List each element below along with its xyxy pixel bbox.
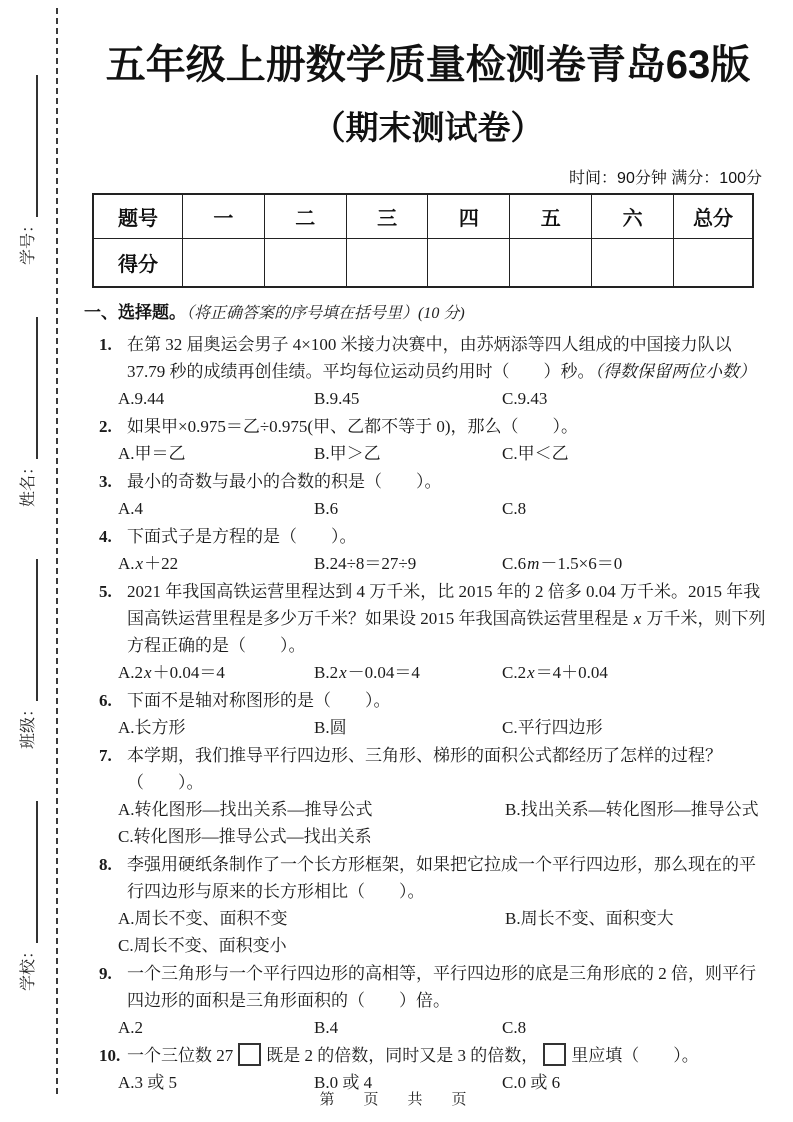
score-col-total: 总分 [674, 194, 754, 239]
score-table-header-row [93, 194, 753, 239]
score-cell [346, 239, 428, 288]
question-options [118, 1014, 772, 1041]
score-cell [428, 239, 510, 288]
exam-paper [84, 0, 772, 1097]
score-cell [264, 239, 346, 288]
math-variable: x [339, 663, 347, 682]
question-number: 8. [99, 855, 112, 874]
class-label: 班级： [19, 701, 37, 750]
question-list [84, 331, 772, 1096]
option-C: C.甲＜乙 [502, 444, 569, 463]
section-title: 一、选择题。 [84, 303, 186, 322]
seal-field-school [15, 801, 38, 991]
question-4 [84, 523, 772, 577]
seal-field-student-number [15, 75, 38, 265]
question-options [118, 495, 772, 522]
option-C: C.9.43 [502, 389, 548, 408]
question-text: 下面不是轴对称图形的是（ ）。 [127, 691, 391, 710]
score-cell [674, 239, 754, 288]
score-cell [510, 239, 592, 288]
time-and-score-info: 时间：90分钟 满分：100分 [569, 170, 762, 187]
question-text: 一个三角形与一个平行四边形的高相等，平行四边形的底是三角形底的 2 倍，则平行四边形的面积是三角形面积的（ ）倍。 [127, 964, 756, 1010]
option-A: A.2x＋0.04＝4 [118, 663, 225, 682]
question-text: 最小的奇数与最小的合数的积是（ ）。 [127, 472, 442, 491]
question-text: 如果甲×0.975＝乙÷0.975(甲、乙都不等于 0)，那么（ ）。 [127, 417, 578, 436]
question-3 [84, 468, 772, 522]
question-note: （得数保留两位小数） [594, 362, 756, 381]
question-options [118, 714, 772, 741]
option-B: B.4 [314, 1018, 339, 1037]
seal-field-class [15, 559, 38, 749]
question-text: 一个三位数 27 既是 2 的倍数，同时又是 3 的倍数， 里应填（ ）。 [127, 1042, 772, 1069]
class-blank-line [17, 559, 38, 701]
option-A: A.x＋22 [118, 554, 179, 573]
fill-in-box [238, 1043, 261, 1066]
score-cell [183, 239, 265, 288]
name-label: 姓名： [19, 459, 37, 508]
option-C: C.0 或 6 [502, 1073, 561, 1092]
option-A: A.转化图形—找出关系—推导公式 [118, 800, 373, 819]
option-B: B.6 [314, 499, 339, 518]
page-subtitle: （期末测试卷） [312, 109, 544, 146]
question-number: 6. [99, 691, 112, 710]
seal-field-name [15, 317, 38, 507]
question-number: 7. [99, 746, 112, 765]
question-options [118, 659, 772, 686]
question-number: 3. [99, 472, 112, 491]
math-variable: x [135, 554, 144, 573]
question-2 [84, 413, 772, 467]
page-footer: 第 页 共 页 [319, 1091, 474, 1108]
score-col-4: 四 [428, 194, 510, 239]
option-A: A.2 [118, 1018, 144, 1037]
option-B: B.0 或 4 [314, 1073, 373, 1092]
question-text: 本学期，我们推导平行四边形、三角形、梯形的面积公式都经历了怎样的过程？（ ）。 [127, 746, 722, 792]
option-B: B.24÷8＝27÷9 [314, 554, 417, 573]
section-one-heading [84, 300, 772, 327]
name-blank-line [17, 317, 38, 459]
score-cell [592, 239, 674, 288]
score-table-corner: 题号 [93, 194, 183, 239]
score-table-score-row [93, 239, 753, 288]
option-A: A.3 或 5 [118, 1073, 178, 1092]
score-col-3: 三 [346, 194, 428, 239]
math-variable: x [527, 663, 535, 682]
score-col-2: 二 [264, 194, 346, 239]
student-number-blank-line [17, 75, 38, 217]
option-C: C.平行四边形 [502, 718, 603, 737]
score-col-6: 六 [592, 194, 674, 239]
option-C: C.转化图形—推导公式—找出关系 [118, 827, 372, 846]
option-C: C.6m－1.5×6＝0 [502, 554, 623, 573]
section-instruction: （将正确答案的序号填在括号里） [186, 305, 419, 322]
option-A: A.9.44 [118, 389, 165, 408]
score-col-1: 一 [183, 194, 265, 239]
question-options [118, 440, 772, 467]
question-number: 2. [99, 417, 112, 436]
question-number: 10. [99, 1046, 121, 1065]
score-row-label: 得分 [93, 239, 183, 288]
option-B: B.2x－0.04＝4 [314, 663, 420, 682]
option-B: B.周长不变、面积变大 [505, 909, 674, 928]
option-C: C.周长不变、面积变小 [118, 936, 287, 955]
question-number: 9. [99, 964, 112, 983]
option-C: C.8 [502, 499, 527, 518]
question-options [118, 796, 772, 850]
question-text: 2021 年我国高铁运营里程达到 4 万千米，比 2015 年的 2 倍多 0.04 万千米。2015 年我国高铁运营里程是多少万千米？如果设 2015 年我国高铁运营里程是 x 万千米，则下列方程正确的是（ ）。 [127, 582, 766, 655]
student-info-seal-strip [8, 20, 44, 1046]
question-options [118, 550, 772, 577]
question-text: 在第 32 届奥运会男子 4×100 米接力决赛中，由苏炳添等四人组成的中国接力队以 37.79 秒的成绩再创佳绩。平均每位运动员约用时（ ）秒。（得数保留两位小数） [127, 335, 756, 381]
page-title: 五年级上册数学质量检测卷青岛63版 [105, 43, 751, 87]
option-A: A.长方形 [118, 718, 186, 737]
question-text: 李强用硬纸条制作了一个长方形框架，如果把它拉成一个平行四边形，那么现在的平行四边形与原来的长方形相比（ ）。 [127, 855, 756, 901]
school-blank-line [17, 801, 38, 943]
question-options [118, 905, 772, 959]
option-A: A.4 [118, 499, 144, 518]
option-A: A.周长不变、面积不变 [118, 909, 288, 928]
question-number: 1. [99, 335, 112, 354]
option-C: C.8 [502, 1018, 527, 1037]
score-table [92, 193, 754, 288]
section-points: (10 分) [418, 305, 465, 322]
question-number: 4. [99, 527, 112, 546]
question-text: 下面式子是方程的是（ ）。 [127, 527, 357, 546]
math-variable: m [527, 554, 540, 573]
question-5 [84, 578, 772, 686]
fill-in-box [543, 1043, 566, 1066]
school-label: 学校： [19, 942, 37, 991]
seal-cut-dashed-line [56, 8, 58, 1094]
option-B: B.甲＞乙 [314, 444, 381, 463]
option-B: B.9.45 [314, 389, 360, 408]
option-B: B.圆 [314, 718, 347, 737]
math-variable: x [633, 609, 642, 628]
math-variable: x [144, 663, 152, 682]
question-7 [84, 742, 772, 850]
option-C: C.2x＝4＋0.04 [502, 663, 608, 682]
question-9 [84, 960, 772, 1041]
question-1 [84, 331, 772, 412]
score-col-5: 五 [510, 194, 592, 239]
student-number-label: 学号： [19, 217, 37, 266]
option-B: B.找出关系—转化图形—推导公式 [505, 800, 759, 819]
option-A: A.甲＝乙 [118, 444, 186, 463]
question-6 [84, 687, 772, 741]
question-8 [84, 851, 772, 959]
question-options [118, 385, 772, 412]
question-number: 5. [99, 582, 112, 601]
